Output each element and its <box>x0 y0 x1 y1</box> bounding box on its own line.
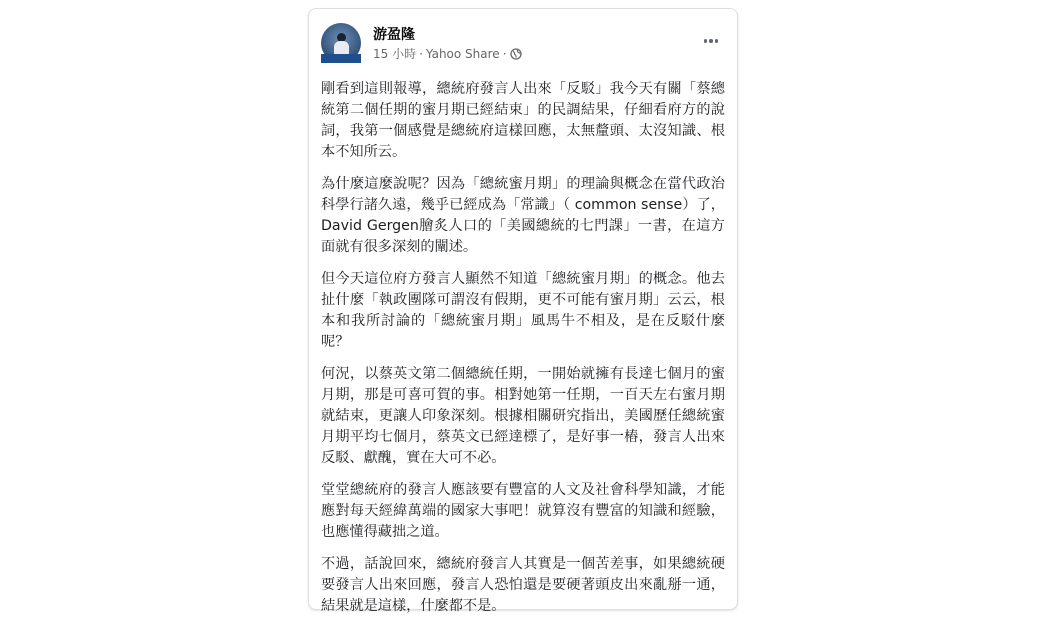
author-avatar[interactable] <box>321 23 361 63</box>
post-paragraph-3: 但今天這位府方發言人顯然不知道「總統蜜月期」的概念。他去扯什麼「執政團隊可謂沒有假期，更不可能有蜜月期」云云，根本和我所討論的「總統蜜月期」風馬牛不相及，是在反駁什麼呢？ <box>321 271 725 350</box>
globe-icon[interactable] <box>510 48 522 60</box>
post-paragraph-2: 為什麼這麼說呢？因為「總統蜜月期」的理論與概念在當代政治科學行諸久遠，幾乎已經成為「常識」（ common sense）了，David Gergen膾炙人口的「美國總統的七門課」一書，在這方面就有很多深刻的闡述。 <box>321 176 725 255</box>
facebook-post-card <box>308 8 738 614</box>
post-paragraph-6: 不過，話說回來，總統府發言人其實是一個苦差事，如果總統硬要發言人出來回應，發言人恐怕還是要硬著頭皮出來亂掰一通，結果就是這樣，什麼都不是。 <box>321 556 725 614</box>
meta-separator-2: · <box>502 46 507 61</box>
post-timestamp[interactable]: 15 小時 <box>373 47 417 61</box>
more-options-icon[interactable] <box>699 31 723 51</box>
meta-separator: · <box>419 46 423 61</box>
post-body <box>321 79 725 628</box>
author-name[interactable]: 游盈隆 <box>373 27 415 43</box>
post-paragraph-1: 剛看到這則報導，總統府發言人出來「反駁」我今天有關「蔡總統第二個任期的蜜月期已經結束」的民調結果，仔細看府方的說詞，我第一個感覺是總統府這樣回應，太無釐頭、太沒知識、根本不知所云。 <box>321 81 725 160</box>
post-paragraph-5: 堂堂總統府的發言人應該要有豐富的人文及社會科學知識，才能應對每天經緯萬端的國家大事吧！就算沒有豐富的知識和經驗，也應懂得藏拙之道。 <box>321 482 725 540</box>
post-source[interactable]: Yahoo Share <box>425 46 500 61</box>
post-header <box>321 23 725 67</box>
post-paragraph-4: 何況，以蔡英文第二個總統任期，一開始就擁有長達七個月的蜜月期，那是可喜可賀的事。相對她第一任期，一百天左右蜜月期就結束，更讓人印象深刻。根據相關研究指出，美國歷任總統蜜月期平均七個月，蔡英文已經達標了，是好事一樁，發言人出來反駁、獻醜，實在大可不必。 <box>321 366 725 466</box>
post-meta <box>373 45 522 62</box>
